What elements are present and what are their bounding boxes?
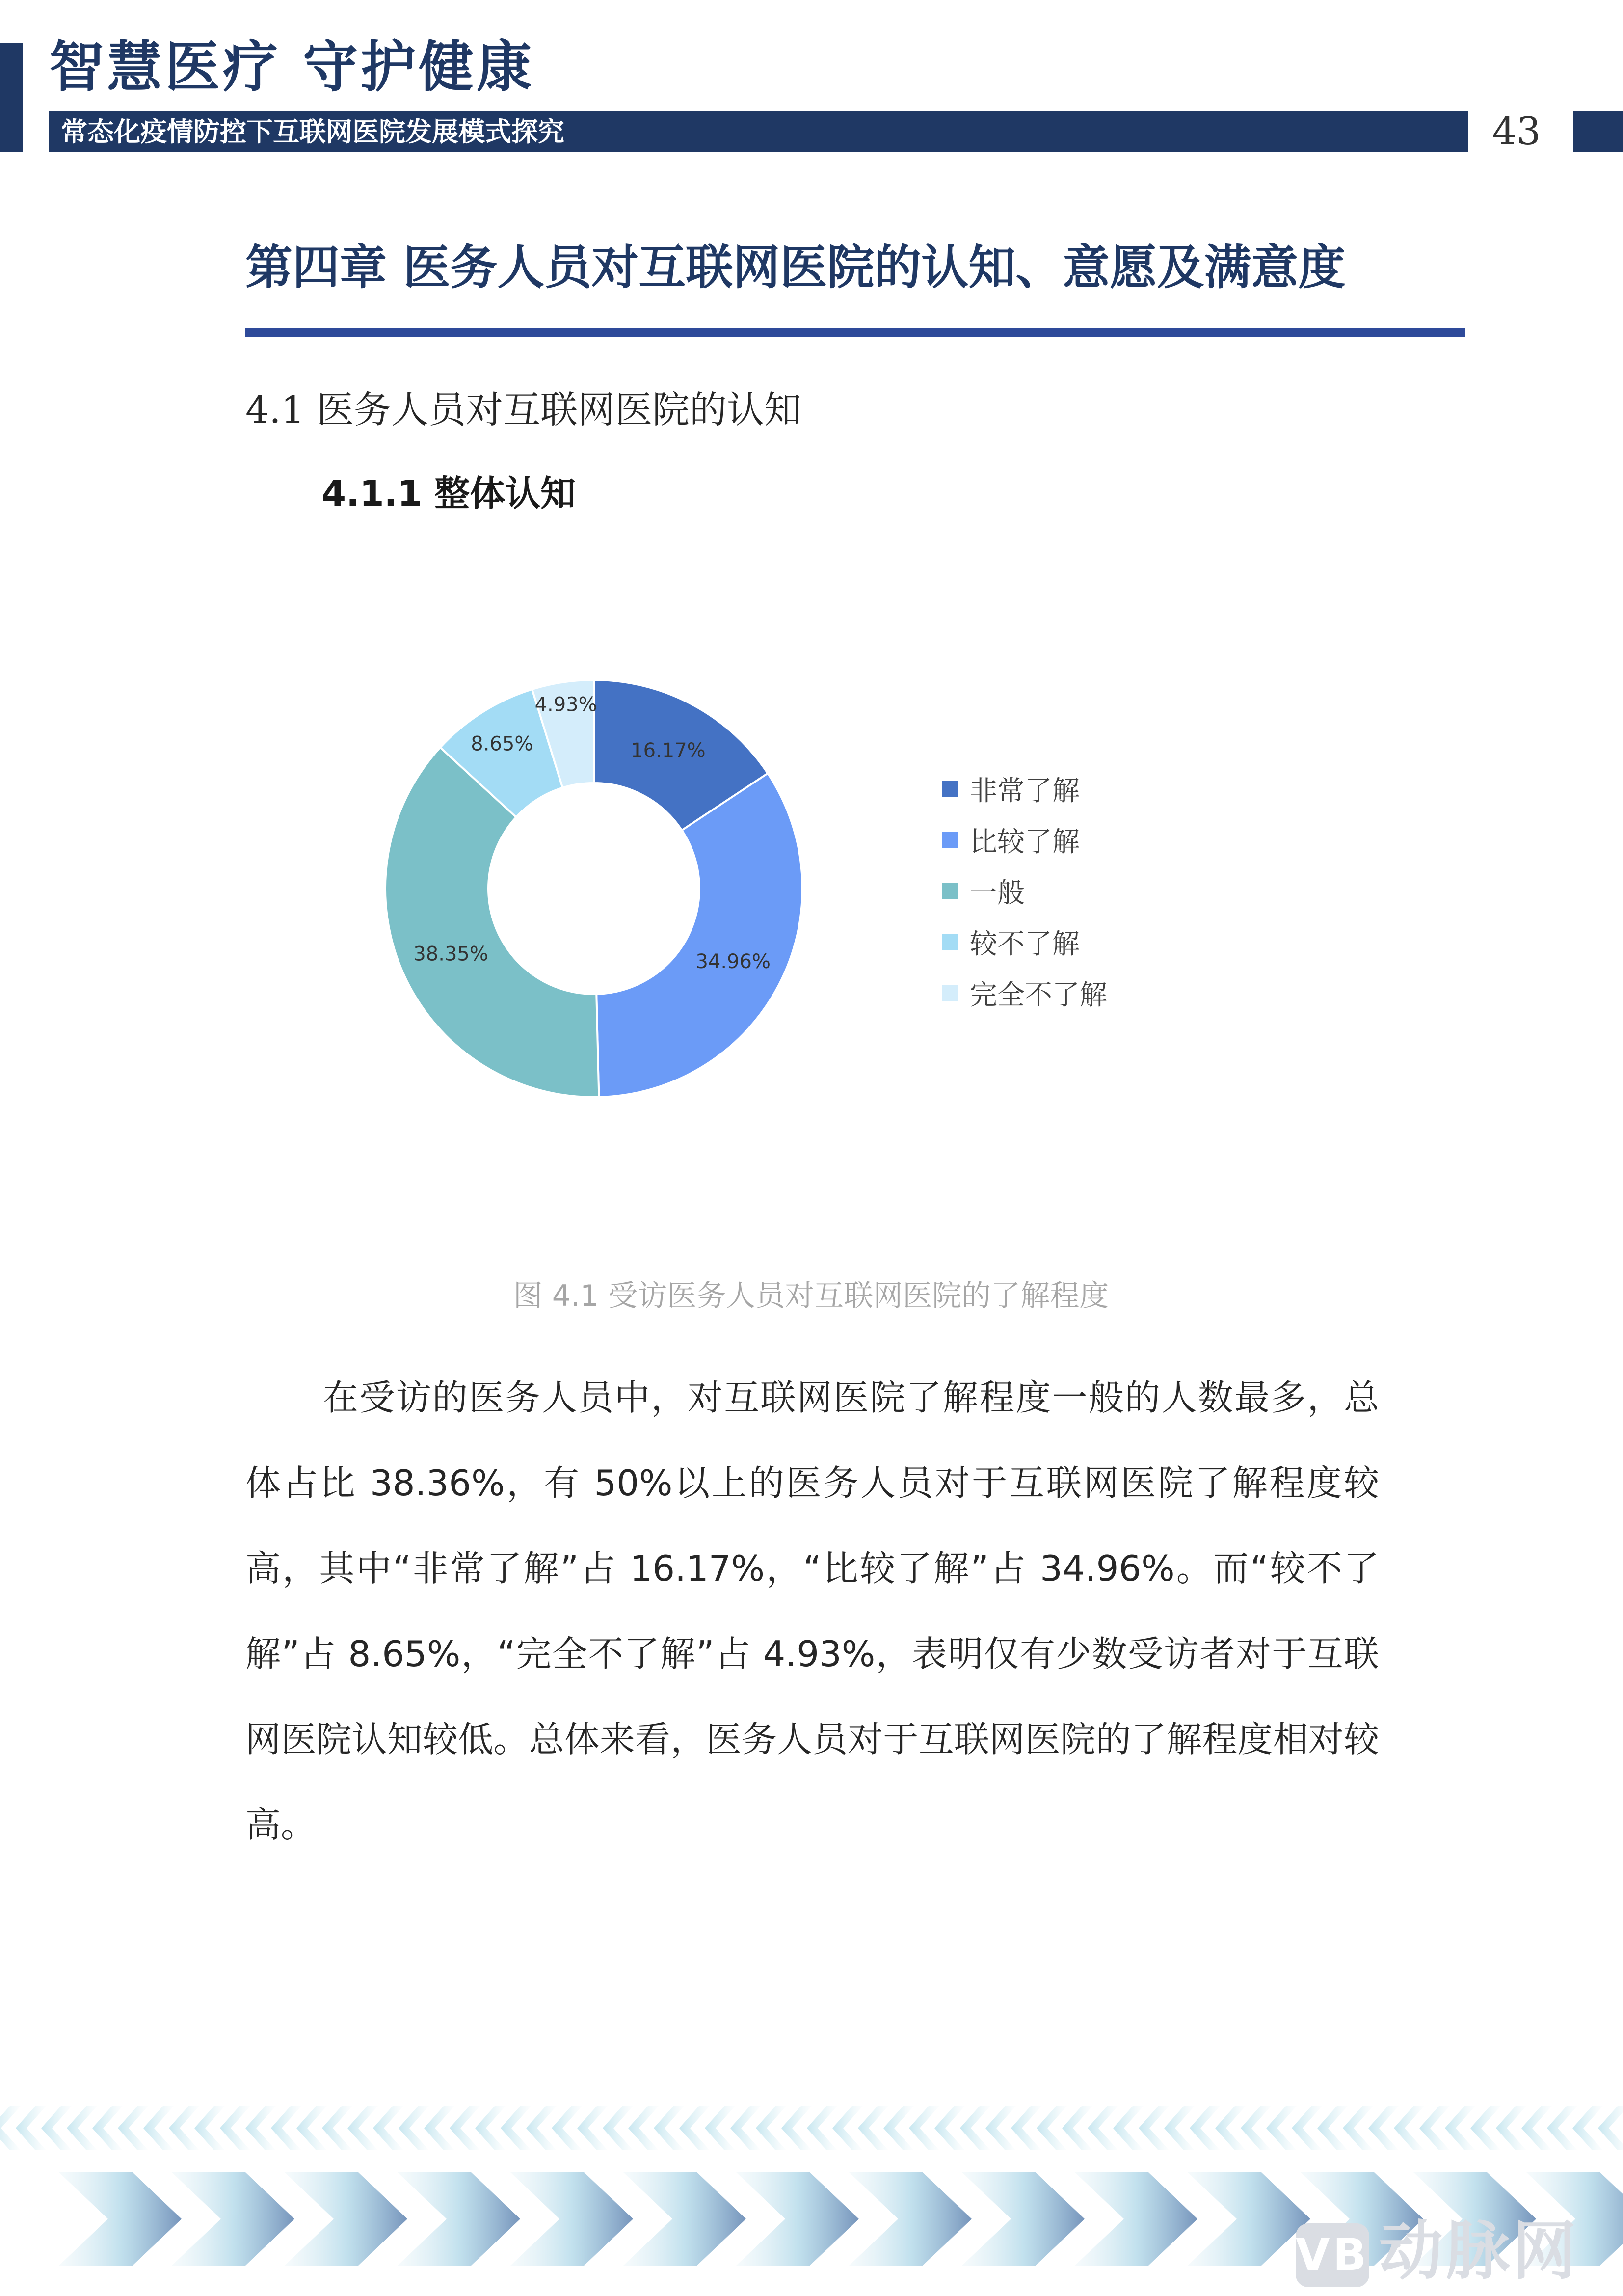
chevron-right-icon bbox=[1188, 2172, 1310, 2266]
legend-swatch bbox=[942, 883, 958, 899]
legend-item bbox=[942, 763, 1107, 814]
donut-value-label: 34.96% bbox=[695, 950, 771, 973]
subsection-heading: 4.1.1 整体认知 bbox=[321, 473, 576, 514]
chevron-left-icon bbox=[1598, 2106, 1623, 2150]
watermark-logo-mark: VB bbox=[1296, 2223, 1369, 2287]
chevron-right-icon bbox=[736, 2172, 859, 2266]
header-left-bar bbox=[0, 43, 23, 152]
legend-label: 非常了解 bbox=[970, 775, 1080, 807]
brand-title: 智慧医疗 守护健康 bbox=[49, 35, 534, 99]
donut-slice-2 bbox=[596, 773, 802, 1097]
chart-legend bbox=[942, 763, 1107, 1019]
legend-swatch bbox=[942, 985, 958, 1001]
legend-swatch bbox=[942, 934, 958, 950]
chevron-right-icon bbox=[398, 2172, 520, 2266]
chevron-right-icon bbox=[849, 2172, 972, 2266]
chapter-title: 第四章 医务人员对互联网医院的认知、意愿及满意度 bbox=[245, 240, 1346, 295]
watermark bbox=[1296, 2214, 1579, 2288]
chevron-right-icon bbox=[1075, 2172, 1197, 2266]
chevron-right-icon bbox=[962, 2172, 1085, 2266]
legend-swatch bbox=[942, 781, 958, 797]
legend-label: 比较了解 bbox=[970, 826, 1080, 858]
body-paragraph: 在受访的医务人员中，对互联网医院了解程度一般的人数最多，总体占比 38.36%，有 50%以上的医务人员对于互联网医院了解程度较高，其中“非常了解”占 16.17%，“比较了解”占 34.96%。而“较不了解”占 8.65%，“完全不了解”占 4.93%，表明仅有少数受访者对于互联网医院认知较低。总体来看，医务人员对于互联网医院的了解程度相对较高。 bbox=[245, 1377, 1379, 1845]
legend-item bbox=[942, 968, 1107, 1019]
chevron-right-icon bbox=[172, 2172, 294, 2266]
chevron-right-icon bbox=[623, 2172, 746, 2266]
donut-chart bbox=[373, 668, 815, 1109]
legend-label: 一般 bbox=[970, 877, 1025, 909]
donut-value-label: 4.93% bbox=[534, 693, 597, 716]
donut-value-label: 8.65% bbox=[471, 732, 533, 756]
legend-label: 较不了解 bbox=[970, 928, 1080, 960]
chapter-divider bbox=[245, 328, 1465, 337]
figure-caption: 图 4.1 受访医务人员对互联网医院的了解程度 bbox=[513, 1279, 1109, 1313]
donut-value-label: 16.17% bbox=[631, 739, 706, 762]
report-subtitle-banner: 常态化疫情防控下互联网医院发展模式探究 bbox=[49, 111, 1468, 152]
donut-slice-3 bbox=[385, 748, 599, 1097]
watermark-text: 动脉网 bbox=[1379, 2214, 1580, 2288]
legend-item bbox=[942, 814, 1107, 865]
donut-value-label: 38.35% bbox=[413, 943, 488, 966]
chevron-right-icon bbox=[59, 2172, 182, 2266]
page-number: 43 bbox=[1492, 109, 1541, 154]
legend-item bbox=[942, 865, 1107, 917]
section-heading: 4.1 医务人员对互联网医院的认知 bbox=[245, 388, 802, 432]
legend-swatch bbox=[942, 832, 958, 848]
chevron-right-icon bbox=[510, 2172, 633, 2266]
legend-label: 完全不了解 bbox=[970, 979, 1107, 1011]
legend-item bbox=[942, 917, 1107, 968]
header-right-block bbox=[1573, 111, 1623, 152]
chevron-right-icon bbox=[285, 2172, 407, 2266]
